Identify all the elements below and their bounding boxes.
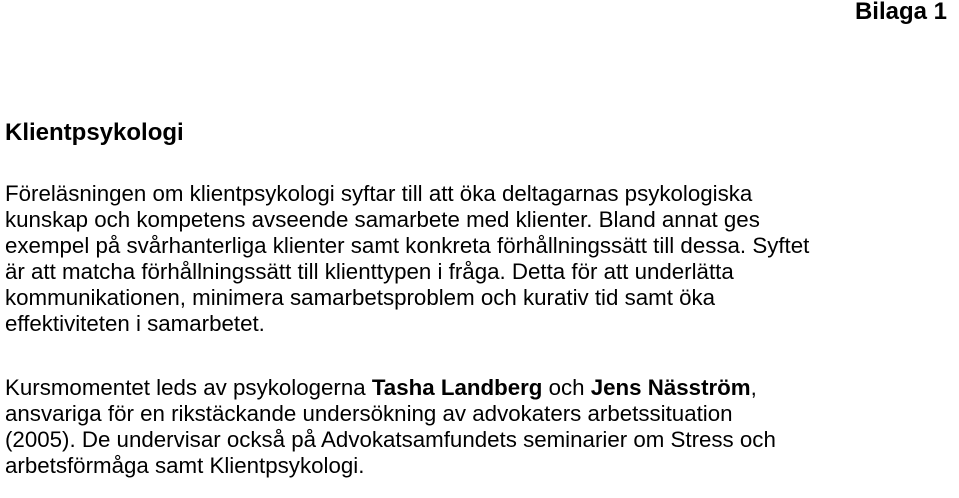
instructor-name-2: Jens Näsström <box>590 375 751 400</box>
paragraph-text: , <box>750 375 757 400</box>
paragraph-text: och <box>542 375 591 400</box>
paragraph-line: (2005). De undervisar också på Advokatsamfundets seminarier om Stress och <box>5 427 776 452</box>
paragraph-line: effektiviteten i samarbetet. <box>5 311 265 336</box>
attachment-label: Bilaga 1 <box>854 0 947 25</box>
paragraph-text: Kursmomentet leds av psykologerna <box>5 375 372 400</box>
instructor-name-1: Tasha Landberg <box>371 375 543 400</box>
paragraph-line <box>5 375 953 401</box>
paragraph-line: ansvariga för en rikstäckande undersökning av advokaters arbetssituation <box>5 401 733 426</box>
paragraph-line: kommunikationen, minimera samarbetsproblem och kurativ tid samt öka <box>5 285 716 310</box>
instructors-paragraph <box>5 375 953 479</box>
paragraph-line: kunskap och kompetens avseende samarbete med klienter. Bland annat ges <box>5 207 760 232</box>
paragraph-line: exempel på svårhanterliga klienter samt konkreta förhållningssätt till dessa. Syftet <box>5 233 810 258</box>
intro-paragraph <box>5 181 953 337</box>
page-title: Klientpsykologi <box>5 119 184 146</box>
paragraph-line: Föreläsningen om klientpsykologi syftar till att öka deltagarnas psykologiska <box>5 181 753 206</box>
paragraph-line: är att matcha förhållningssätt till klienttypen i fråga. Detta för att underlätta <box>5 259 734 284</box>
paragraph-line: arbetsförmåga samt Klientpsykologi. <box>5 453 365 478</box>
